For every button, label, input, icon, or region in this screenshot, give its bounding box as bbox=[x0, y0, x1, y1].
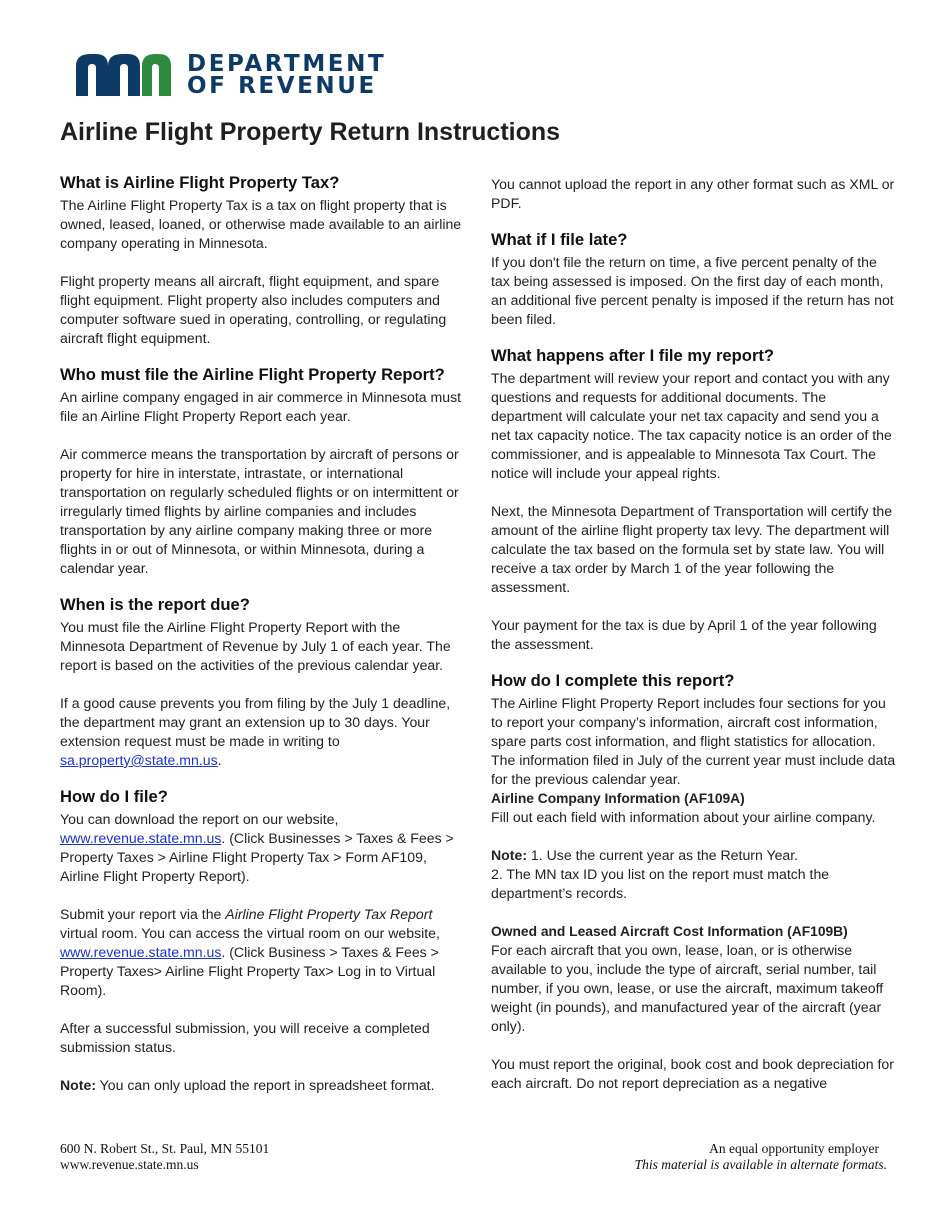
paragraph: Next, the Minnesota Department of Transportation will certify the amount of the airline flight property tax levy. The department will calculate the tax based on the formula set by state law. You will receive a tax order by March 1 of the year following the assessment. bbox=[491, 503, 893, 595]
extension-text: If a good cause prevents you from filing by the July 1 deadline, the department may grant an extension up to 30 days. Your extension request must be made in writing to bbox=[60, 695, 451, 749]
download-path-text: . (Click Businesses > Taxes & Fees > Property Taxes > Airline Flight Property Tax > Form AF109, Airline Flight Property Report). bbox=[60, 830, 454, 884]
note-text: You can only upload the report in spreadsheet format. bbox=[96, 1077, 435, 1093]
paragraph: You must report the original, book cost and book depreciation for each aircraft. Do not report depreciation as a negative bbox=[491, 1056, 894, 1091]
email-link[interactable]: sa.property@state.mn.us bbox=[60, 752, 218, 768]
section-heading-when-due: When is the report due? bbox=[60, 595, 250, 614]
website-link[interactable]: www.revenue.state.mn.us bbox=[60, 830, 222, 846]
paragraph: The Airline Flight Property Report includes four sections for you to report your company’s information, aircraft cost information, spare parts cost information, and flight statistics for allocation. The information filed in July of the current year must include data for the previous calendar year. bbox=[491, 695, 896, 787]
section-heading-complete-report: How do I complete this report? bbox=[491, 671, 735, 690]
paragraph-download bbox=[60, 810, 462, 886]
footer-eoe: An equal opportunity employer bbox=[709, 1141, 879, 1156]
note-paragraph bbox=[491, 846, 897, 903]
footer-website: www.revenue.state.mn.us bbox=[60, 1157, 199, 1172]
paragraph: For each aircraft that you own, lease, loan, or is otherwise available to you, include the type of aircraft, serial number, tail number, if you own, lease, or use the aircraft, maximum takeoff weight (in pounds), and manufactured year of the aircraft (year only). bbox=[491, 942, 884, 1034]
paragraph: If you don't file the return on time, a five percent penalty of the tax being assessed is imposed. On the first day of each month, an additional five percent penalty is imposed if the return has not been filed. bbox=[491, 254, 894, 327]
section-heading-who-must-file: Who must file the Airline Flight Property Report? bbox=[60, 365, 445, 384]
paragraph: Fill out each field with information about your airline company. bbox=[491, 809, 876, 825]
department-wordmark bbox=[187, 53, 386, 97]
paragraph: You cannot upload the report in any other format such as XML or PDF. bbox=[491, 176, 895, 211]
submit-text: Submit your report via the bbox=[60, 906, 226, 922]
paragraph: The department will review your report and contact you with any questions and requests for additional documents. The department will calculate your net tax capacity and send you a net tax capacity notice. The tax capacity notice is an order of the commissioner, and is appealable to Minnesota Tax Court. The notice will include your appeal rights. bbox=[491, 370, 892, 481]
footer-right bbox=[635, 1141, 887, 1173]
department-logo bbox=[74, 50, 386, 100]
footer-address: 600 N. Robert St., St. Paul, MN 55101 bbox=[60, 1141, 270, 1156]
paragraph: Flight property means all aircraft, flight equipment, and spare flight equipment. Flight property also includes computers and computer software sued in operating, controlling, or regulating aircraft flight equipment. bbox=[60, 273, 447, 346]
paragraph-extension bbox=[60, 694, 462, 770]
note-label: Note: bbox=[60, 1077, 97, 1093]
footer-left bbox=[60, 1141, 269, 1173]
note-label: Note: bbox=[491, 847, 528, 863]
submit-text-2: virtual room. You can access the virtual room on our website, bbox=[60, 925, 440, 941]
download-text: You can download the report on our website, bbox=[60, 811, 339, 827]
note-item-2: 2. The MN tax ID you list on the report must match the department’s records. bbox=[491, 866, 830, 901]
note-paragraph bbox=[60, 1076, 462, 1095]
paragraph-submit bbox=[60, 905, 462, 1000]
logo-line-2: OF REVENUE bbox=[187, 73, 377, 99]
subheading-af109b: Owned and Leased Aircraft Cost Information (AF109B) bbox=[491, 924, 848, 939]
paragraph: Air commerce means the transportation by aircraft of persons or property for hire in interstate, intrastate, or international transportation on regularly scheduled flights or on intermittent or irregularly timed flights by airline companies and includes transportation by any airline company making three or more flights in or out of Minnesota, or within Minnesota, during a calendar year. bbox=[60, 446, 459, 576]
paragraph: You must file the Airline Flight Property Report with the Minnesota Department of Revenue by July 1 of each year. The report is based on the activities of the previous calendar year. bbox=[60, 619, 451, 673]
mn-logo-icon bbox=[74, 52, 173, 98]
period: . bbox=[217, 752, 222, 768]
logo-line-1: DEPARTMENT bbox=[187, 51, 387, 77]
paragraph: The Airline Flight Property Tax is a tax on flight property that is owned, leased, loaned, or otherwise made available to an airline company operating in Minnesota. bbox=[60, 197, 462, 251]
section-heading-after-file: What happens after I file my report? bbox=[491, 346, 775, 365]
paragraph: Your payment for the tax is due by April 1 of the year following the assessment. bbox=[491, 617, 877, 652]
section-heading-what-is: What is Airline Flight Property Tax? bbox=[60, 173, 340, 192]
virtual-room-name: Airline Flight Property Tax Report bbox=[225, 906, 433, 922]
submit-path-text: . (Click Business > Taxes & Fees > Property Taxes> Airline Flight Property Tax> Log in to Virtual Room). bbox=[60, 944, 439, 998]
footer-alt-formats: This material is available in alternate formats. bbox=[634, 1157, 887, 1172]
left-column bbox=[60, 172, 462, 1114]
section-heading-file-late: What if I file late? bbox=[491, 230, 628, 249]
subheading-af109a: Airline Company Information (AF109A) bbox=[491, 791, 745, 806]
note-item-1: 1. Use the current year as the Return Year. bbox=[527, 847, 799, 863]
right-column bbox=[491, 175, 897, 1112]
website-link-2[interactable]: www.revenue.state.mn.us bbox=[60, 944, 222, 960]
section-heading-how-file: How do I file? bbox=[60, 787, 168, 806]
paragraph: After a successful submission, you will receive a completed submission status. bbox=[60, 1020, 430, 1055]
page-title: Airline Flight Property Return Instructions bbox=[60, 118, 561, 146]
paragraph: An airline company engaged in air commerce in Minnesota must file an Airline Flight Property Report each year. bbox=[60, 389, 462, 424]
